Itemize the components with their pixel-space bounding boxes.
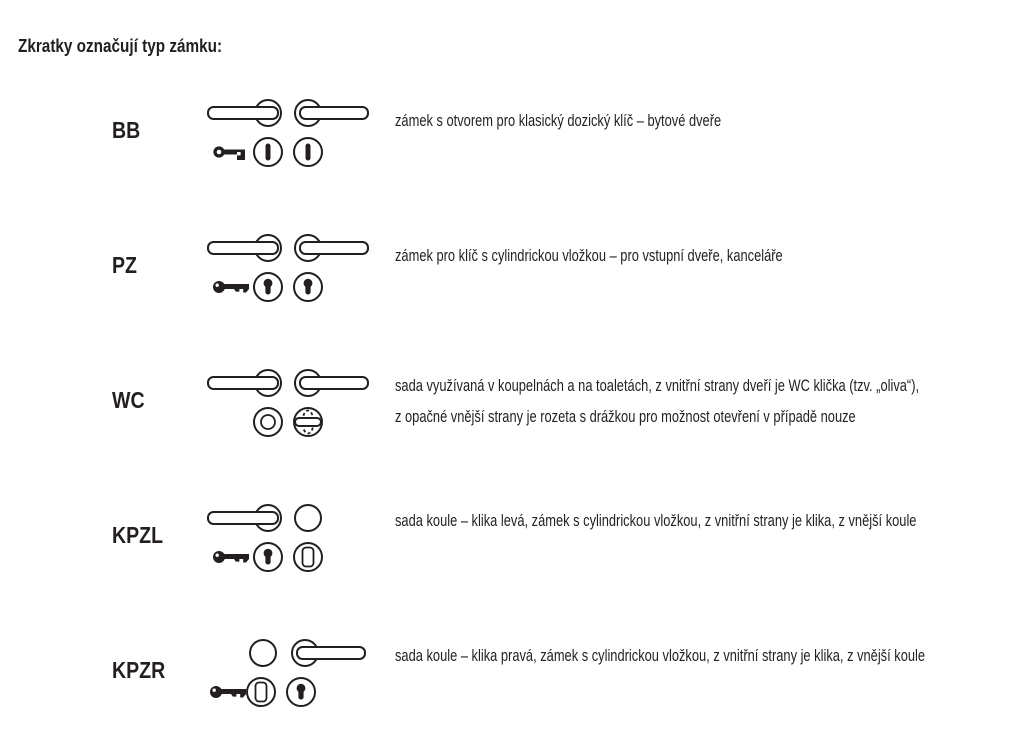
page-title: [18, 37, 258, 57]
blind-rosette-icon: [294, 543, 322, 571]
groove-rosette-icon: [254, 408, 282, 436]
lever-handle-left-icon: [208, 505, 281, 531]
lever-handle-right-icon: [295, 370, 368, 396]
lever-handle-right-icon: [295, 100, 368, 126]
cylinder-key-icon: [213, 551, 249, 563]
lock-description-pz: [395, 245, 892, 267]
lock-code-pz: [112, 254, 141, 277]
lock-description-wc-line1: sada využívaná v koupelnách a na toaletách, z vnitřní strany dveří je WC klička (tzv. „oliva“),: [395, 377, 920, 395]
lock-code-wc: [112, 389, 150, 412]
lock-description-kpzr-text: sada koule – klika pravá, zámek s cylindrickou vložkou, z vnitřní strany je klika, z vnější koule: [395, 647, 926, 665]
cylinder-keyhole-rosette-icon: [287, 678, 315, 706]
cylinder-keyhole-rosette-icon: [254, 543, 282, 571]
cylinder-key-icon: [210, 686, 246, 698]
cylinder-keyhole-rosette-icon: [294, 273, 322, 301]
bit-key-icon: [213, 146, 245, 160]
lever-handle-left-icon: [208, 370, 281, 396]
lever-handle-left-icon: [208, 100, 281, 126]
wc-oliva-turn-rosette-icon: [294, 408, 322, 436]
lock-description-kpzl: [395, 510, 1011, 532]
bb-keyhole-rosette-icon: [294, 138, 322, 166]
lock-icon-kpzr: [203, 636, 373, 711]
lock-description-wc-line2: z opačné vnější strany je rozeta s drážkou pro možnost otevření v případě nouze: [395, 408, 856, 426]
lock-description-bb-text: zámek s otvorem pro klasický dozický klíč – bytové dveře: [395, 112, 722, 130]
lock-description-wc: [395, 371, 1011, 433]
lock-code-bb: [112, 119, 145, 142]
lock-code-kpzl: [112, 524, 172, 547]
door-knob-icon: [295, 505, 321, 531]
lock-description-pz-text: zámek pro klíč s cylindrickou vložkou – pro vstupní dveře, kanceláře: [395, 247, 783, 265]
blind-rosette-icon: [247, 678, 275, 706]
lock-code-bb-text: BB: [112, 117, 141, 143]
lock-code-kpzl-text: KPZL: [112, 522, 164, 548]
lever-handle-right-icon: [295, 235, 368, 261]
lock-code-pz-text: PZ: [112, 252, 137, 278]
lock-code-kpzr: [112, 659, 175, 682]
lock-code-kpzr-text: KPZR: [112, 657, 166, 683]
cylinder-keyhole-rosette-icon: [254, 273, 282, 301]
lever-handle-right-icon: [292, 640, 365, 666]
cylinder-key-icon: [213, 281, 249, 293]
lock-description-kpzr: [395, 645, 1011, 667]
bb-keyhole-rosette-icon: [254, 138, 282, 166]
lock-icon-kpzl: [203, 501, 373, 576]
lock-code-wc-text: WC: [112, 387, 145, 413]
door-knob-icon: [250, 640, 276, 666]
lock-icon-wc: [203, 366, 373, 441]
page-title-text: Zkratky označují typ zámku:: [18, 36, 223, 57]
lock-icon-pz: [203, 231, 373, 306]
lock-description-kpzl-text: sada koule – klika levá, zámek s cylindrickou vložkou, z vnitřní strany je klika, z vnější koule: [395, 512, 917, 530]
lock-description-bb: [395, 110, 813, 132]
lever-handle-left-icon: [208, 235, 281, 261]
lock-icon-bb: [203, 96, 373, 171]
